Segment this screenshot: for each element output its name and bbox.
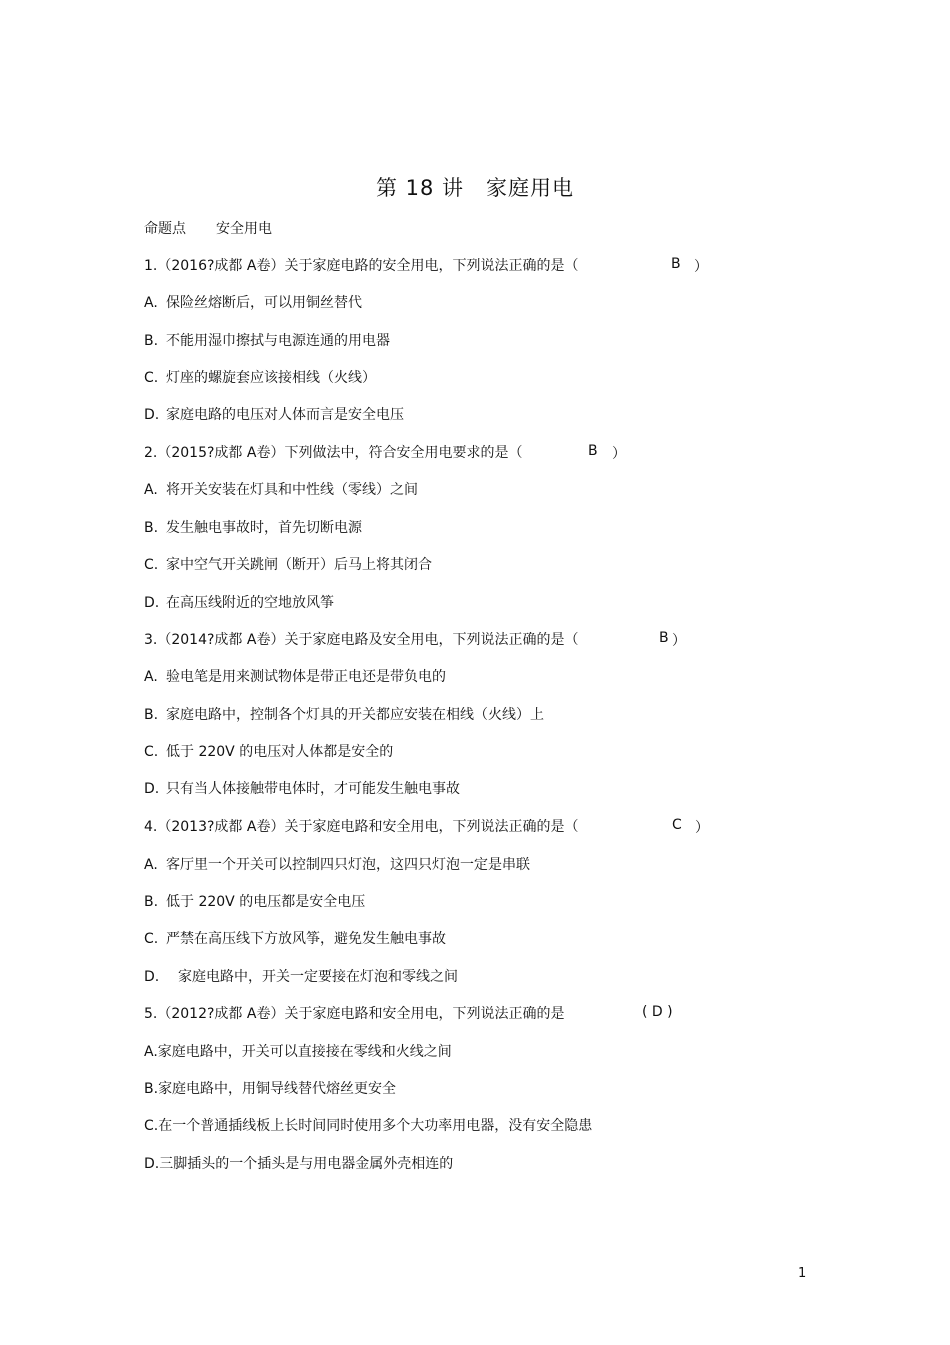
topic-label: 命题点 (144, 221, 186, 237)
question-5-option-a: A.家庭电路中，开关可以直接接在零线和火线之间 (144, 1044, 452, 1060)
question-2-option-c: C. 家中空气开关跳闸（断开）后马上将其闭合 (144, 557, 432, 573)
question-3-answer: B (659, 630, 669, 646)
question-5-option-b: B.家庭电路中，用铜导线替代熔丝更安全 (144, 1081, 397, 1097)
page-number: 1 (798, 1266, 807, 1281)
title-topic: 家庭用电 (486, 176, 575, 200)
question-2-stem: 2.（2015?成都 A卷）下列做法中，符合安全用电要求的是（ (144, 445, 523, 461)
question-3-option-c: C. 低于 220V 的电压对人体都是安全的 (144, 744, 394, 760)
question-2-option-d: D. 在高压线附近的空地放风筝 (144, 595, 334, 611)
question-5-option-c: C.在一个普通插线板上长时间同时使用多个大功率用电器，没有安全隐患 (144, 1118, 593, 1134)
question-1-option-b: B. 不能用湿巾擦拭与电源连通的用电器 (144, 333, 390, 349)
question-4-close-paren: ） (695, 820, 709, 836)
question-3-option-a: A. 验电笔是用来测试物体是带正电还是带负电的 (144, 669, 446, 685)
question-5-answer: ( D ) (642, 1004, 673, 1020)
question-1-option-d: D. 家庭电路的电压对人体而言是安全电压 (144, 407, 404, 423)
question-1-answer: B (671, 256, 681, 272)
question-3-option-b: B. 家庭电路中，控制各个灯具的开关都应安装在相线（火线）上 (144, 707, 544, 723)
title-lecture-number: 第 18 讲 (375, 176, 465, 200)
question-5-option-d: D.三脚插头的一个插头是与用电器金属外壳相连的 (144, 1156, 454, 1172)
question-5-stem: 5.（2012?成都 A卷）关于家庭电路和安全用电，下列说法正确的是 (144, 1006, 565, 1022)
question-1-option-c: C. 灯座的螺旋套应该接相线（火线） (144, 370, 376, 386)
question-4-answer: C (672, 817, 682, 833)
question-1-option-a: A. 保险丝熔断后，可以用铜丝替代 (144, 295, 362, 311)
question-4-option-a: A. 客厅里一个开关可以控制四只灯泡，这四只灯泡一定是串联 (144, 857, 530, 873)
question-1-close-paren: ） (694, 259, 708, 275)
page-title (0, 172, 950, 202)
question-1-stem: 1.（2016?成都 A卷）关于家庭电路的安全用电，下列说法正确的是（ (144, 258, 579, 274)
question-3-close-paren: ） (672, 633, 686, 649)
question-4-option-b: B. 低于 220V 的电压都是安全电压 (144, 894, 366, 910)
question-4-option-c: C. 严禁在高压线下方放风筝，避免发生触电事故 (144, 931, 446, 947)
question-3-stem: 3.（2014?成都 A卷）关于家庭电路及安全用电，下列说法正确的是（ (144, 632, 579, 648)
question-2-answer: B (588, 443, 598, 459)
question-3-option-d: D. 只有当人体接触带电体时，才可能发生触电事故 (144, 781, 460, 797)
question-2-option-b: B. 发生触电事故时，首先切断电源 (144, 520, 362, 536)
question-4-stem: 4.（2013?成都 A卷）关于家庭电路和安全用电，下列说法正确的是（ (144, 819, 579, 835)
topic-heading (144, 218, 272, 238)
topic-name: 安全用电 (216, 221, 272, 237)
question-4-option-d: D. 家庭电路中，开关一定要接在灯泡和零线之间 (144, 969, 458, 985)
question-2-close-paren: ） (612, 446, 626, 462)
question-2-option-a: A. 将开关安装在灯具和中性线（零线）之间 (144, 482, 418, 498)
